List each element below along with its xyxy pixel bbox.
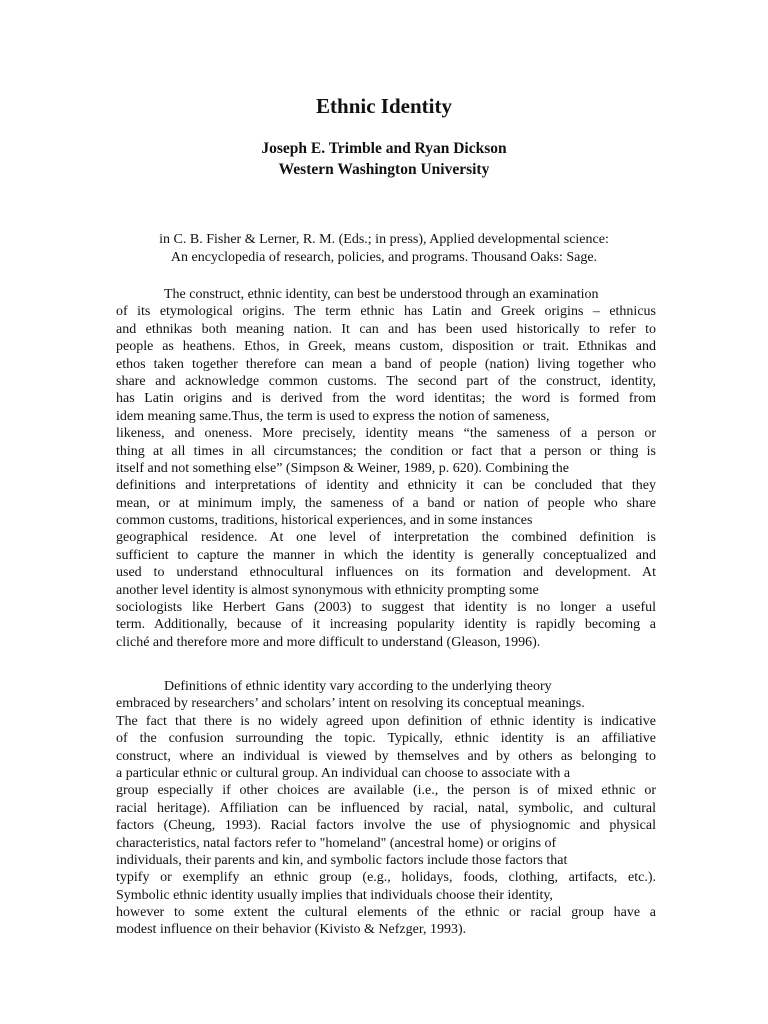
paragraph-line: ethos taken together therefore can mean a band of people (nation) living together who — [116, 356, 656, 372]
paragraph-line: of the confusion surrounding the topic. Typically, ethnic identity is an affiliative — [116, 731, 656, 747]
paragraph-line: modest influence on their behavior (Kivisto & Nefzger, 1993). — [116, 922, 467, 938]
paragraph-line: sufficient to capture the manner in which the identity is generally conceptualized and — [116, 547, 656, 563]
paragraph-line: typify or exemplify an ethnic group (e.g., holidays, foods, clothing, artifacts, etc.). — [116, 870, 656, 886]
paragraph-line: term. Additionally, because of it increasing popularity identity is rapidly becoming a — [116, 617, 656, 633]
citation-line-1: in C. B. Fisher & Lerner, R. M. (Eds.; in press), Applied developmental science: — [159, 232, 609, 247]
paragraph-line: The fact that there is no widely agreed upon definition of ethnic identity is indicative — [116, 713, 656, 729]
paragraph-line: likeness, and oneness. More precisely, identity means “the sameness of a person or — [116, 426, 656, 442]
paragraph-line: definitions and interpretations of identity and ethnicity it can be concluded that they — [116, 478, 656, 494]
paragraph-line: group especially if other choices are available (i.e., the person is of mixed ethnic or — [116, 783, 656, 799]
paragraph-line: common customs, traditions, historical experiences, and in some instances — [116, 513, 533, 529]
paragraph-line: characteristics, natal factors refer to "homeland" (ancestral home) or origins of — [116, 835, 557, 851]
paragraph-line: racial heritage). Affiliation can be influenced by racial, natal, symbolic, and cultural — [116, 800, 656, 816]
paragraph-line: sociologists like Herbert Gans (2003) to suggest that identity is no longer a useful — [116, 600, 656, 616]
paragraph-line: idem meaning same.Thus, the term is used to express the notion of sameness, — [116, 408, 550, 424]
paragraph-line: Definitions of ethnic identity vary according to the underlying theory — [164, 679, 552, 694]
paragraph-line: cliché and therefore more and more difficult to understand (Gleason, 1996). — [116, 634, 541, 650]
paragraph-line: has Latin origins and is derived from the word identitas; the word is formed from — [116, 391, 656, 407]
citation-line-2: An encyclopedia of research, policies, and programs. Thousand Oaks: Sage. — [170, 250, 598, 265]
author-names: Joseph E. Trimble and Ryan Dickson — [261, 140, 507, 157]
paragraph-line: and ethnikas both meaning nation. It can and has been used historically to refer to — [116, 321, 656, 337]
paragraph-line: thing at all times in all circumstances; the condition or fact that a person or thing is — [116, 443, 656, 459]
author-affiliation: Western Washington University — [278, 161, 490, 178]
paragraph-1 — [116, 286, 656, 651]
paragraph-line: individuals, their parents and kin, and symbolic factors include those factors that — [116, 852, 568, 868]
paragraph-line: another level identity is almost synonymous with ethnicity prompting some — [116, 582, 539, 598]
paragraph-line: The construct, ethnic identity, can best be understood through an examination — [164, 287, 599, 302]
citation-block — [0, 231, 768, 267]
paragraph-line: of its etymological origins. The term ethnic has Latin and Greek origins – ethnicus — [116, 304, 656, 320]
paragraph-line: Symbolic ethnic identity usually implies that individuals choose their identity, — [116, 887, 553, 903]
page-title: Ethnic Identity — [316, 94, 452, 118]
paragraph-2 — [116, 678, 656, 939]
paragraph-line: mean, or at minimum imply, the sameness of a band or nation of people who share — [116, 495, 656, 511]
paragraph-line: share and acknowledge common customs. The second part of the construct, identity, — [116, 373, 656, 389]
paragraph-line: used to understand ethnocultural influences on its formation and development. At — [116, 565, 656, 581]
paragraph-line: a particular ethnic or cultural group. An individual can choose to associate with a — [116, 765, 571, 781]
author-block — [0, 138, 768, 180]
paragraph-line: factors (Cheung, 1993). Racial factors involve the use of physiognomic and physical — [116, 818, 656, 834]
paragraph-line: embraced by researchers’ and scholars’ intent on resolving its conceptual meanings. — [116, 696, 585, 712]
paragraph-line: itself and not something else” (Simpson & Weiner, 1989, p. 620). Combining the — [116, 460, 570, 476]
paragraph-line: construct, where an individual is viewed by themselves and by others as belonging to — [116, 748, 656, 764]
paragraph-line: geographical residence. At one level of interpretation the combined definition is — [116, 530, 656, 546]
paragraph-line: people as heathens. Ethos, in Greek, means custom, disposition or trait. Ethnikas and — [116, 339, 656, 355]
paragraph-line: however to some extent the cultural elements of the ethnic or racial group have a — [116, 905, 656, 921]
